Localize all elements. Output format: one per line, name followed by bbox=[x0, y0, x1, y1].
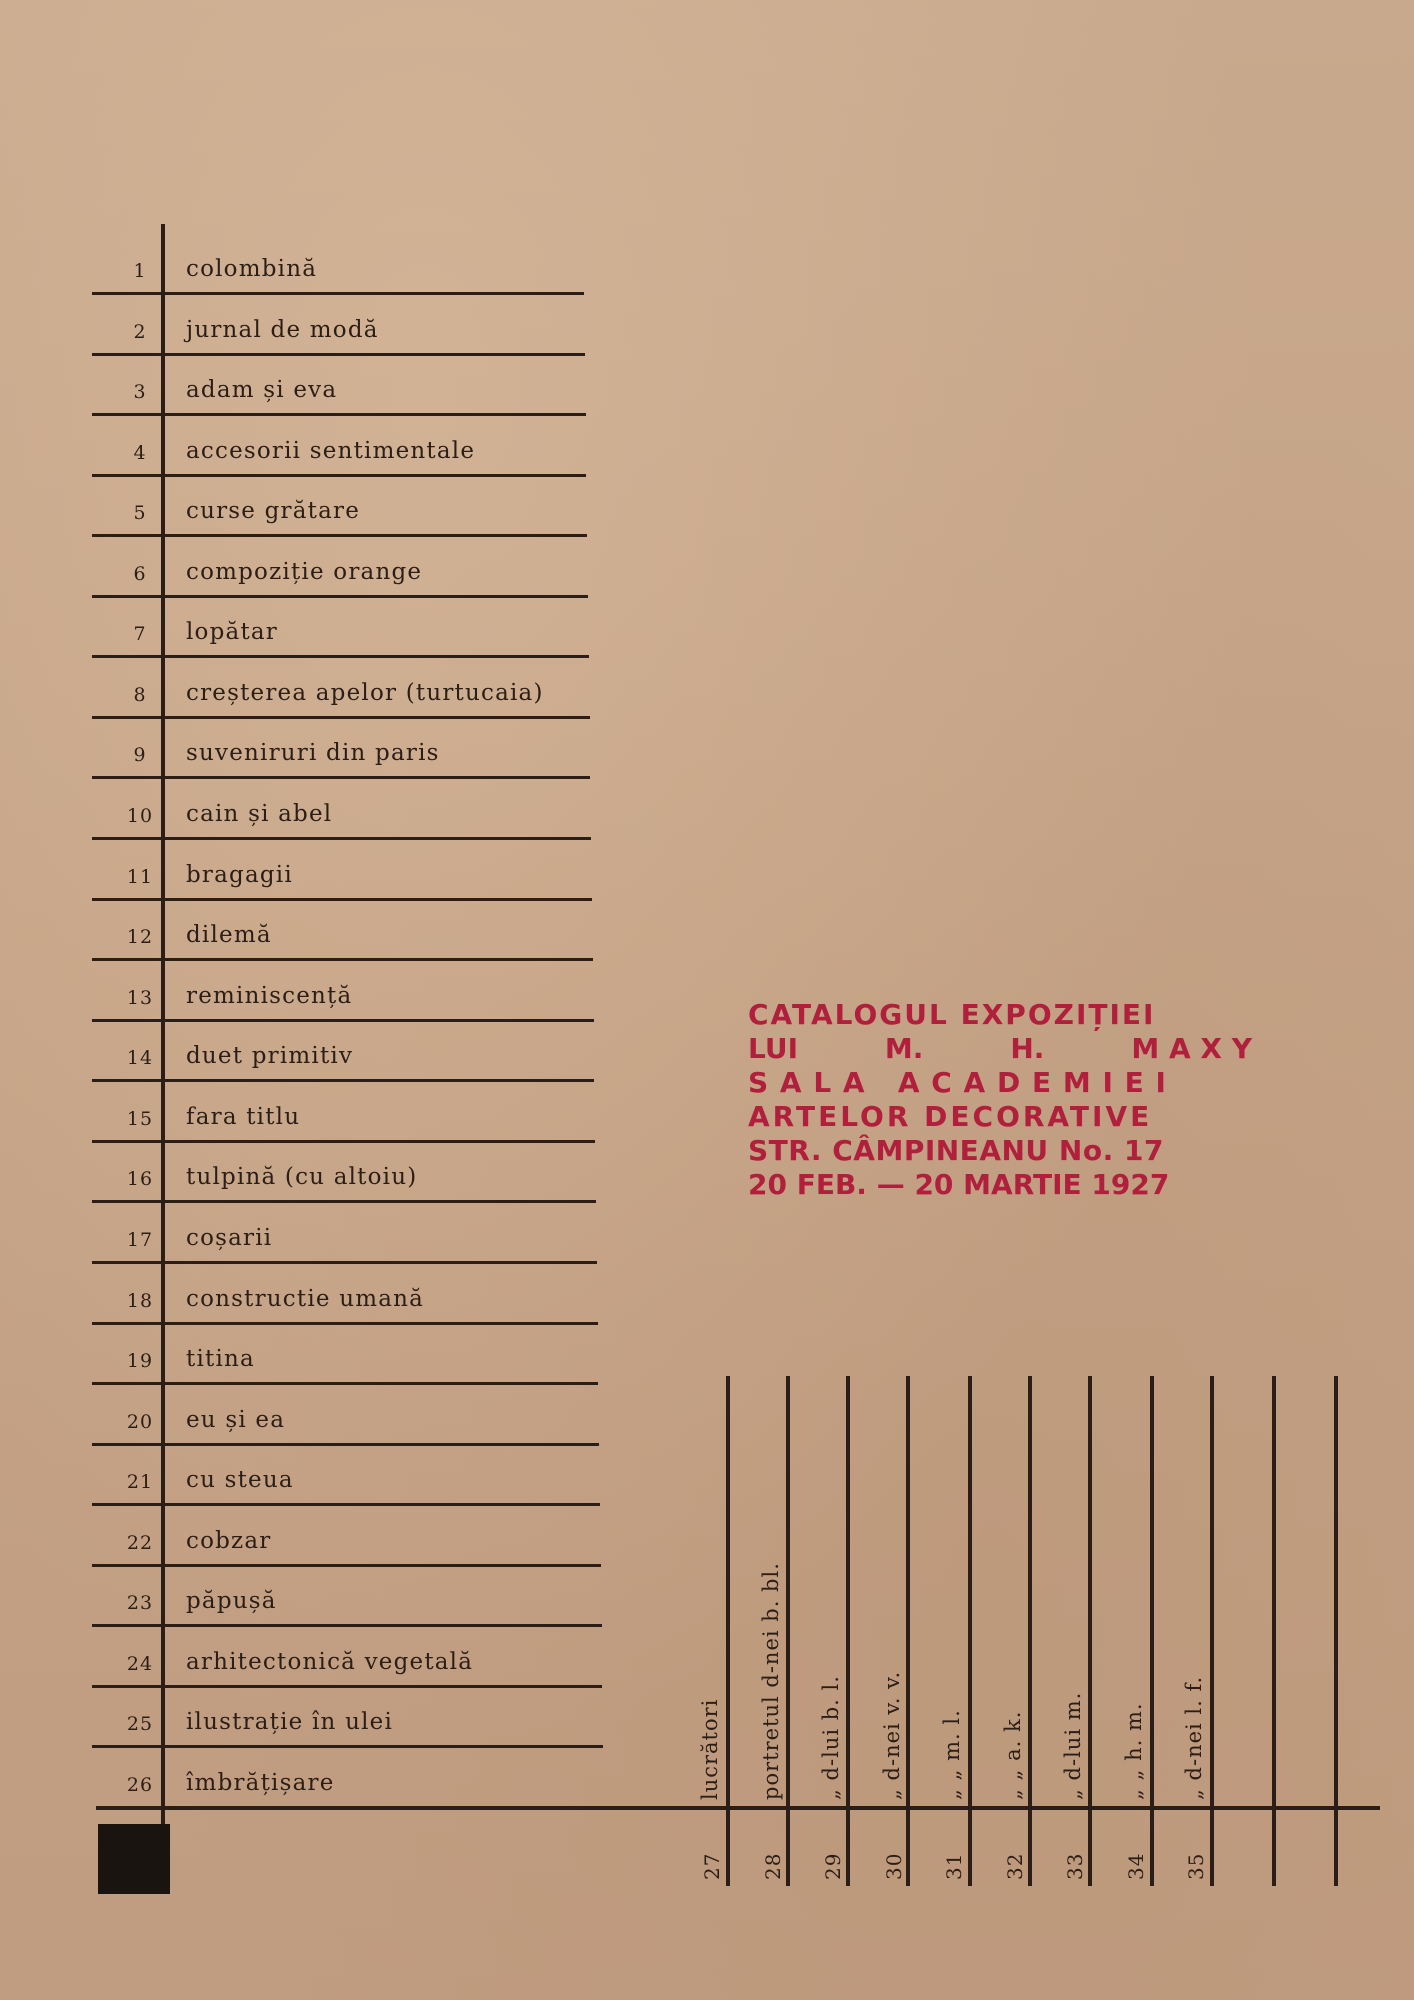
row-rule bbox=[92, 837, 591, 840]
item-number: 25 bbox=[126, 1713, 154, 1736]
row-rule bbox=[92, 1019, 594, 1022]
vertical-rule bbox=[161, 224, 165, 1824]
item-number: 1 bbox=[133, 260, 147, 282]
item-number: 2 bbox=[133, 320, 147, 343]
column-rule bbox=[1028, 1376, 1032, 1886]
row-rule bbox=[92, 1382, 598, 1385]
item-title: constructie umană bbox=[186, 1285, 425, 1312]
row-rule bbox=[92, 474, 586, 477]
vertical-item-number: 33 bbox=[1063, 1852, 1087, 1880]
row-rule bbox=[92, 1079, 594, 1082]
item-title: colombină bbox=[186, 256, 318, 282]
title-line-5: STR. CÂMPINEANU No. 17 bbox=[748, 1134, 1164, 1167]
title-line-6: 20 FEB. — 20 MARTIE 1927 bbox=[748, 1168, 1170, 1201]
item-title: eu și ea bbox=[186, 1406, 286, 1433]
row-rule bbox=[92, 1261, 597, 1264]
vertical-item-label: „ d-nei v. v. bbox=[879, 1670, 904, 1800]
row-rule bbox=[92, 1685, 602, 1688]
item-number: 3 bbox=[133, 381, 147, 404]
bottom-rule bbox=[96, 1806, 1380, 1810]
row-rule bbox=[92, 292, 584, 295]
item-title: curse grătare bbox=[186, 498, 361, 525]
column-rule bbox=[786, 1376, 790, 1886]
row-rule bbox=[92, 1503, 600, 1506]
item-number: 20 bbox=[126, 1410, 154, 1433]
column-rule bbox=[1088, 1376, 1092, 1886]
item-number: 8 bbox=[133, 683, 147, 706]
title-line-1: CATALOGUL EXPOZIȚIEI bbox=[748, 998, 1156, 1031]
vertical-item-number: 35 bbox=[1184, 1852, 1208, 1880]
item-title: creșterea apelor (turtucaia) bbox=[186, 679, 544, 706]
item-title: cain și abel bbox=[186, 801, 333, 828]
item-title: ilustrație în ulei bbox=[186, 1709, 394, 1736]
title-word: M A X Y bbox=[1131, 1032, 1252, 1065]
row-rule bbox=[92, 1564, 601, 1567]
item-number: 5 bbox=[133, 502, 147, 525]
item-number: 22 bbox=[126, 1531, 154, 1554]
item-title: jurnal de modă bbox=[186, 316, 379, 343]
row-rule bbox=[92, 1140, 595, 1143]
vertical-item-label: „ d-lui m. bbox=[1061, 1691, 1085, 1800]
item-title: titina bbox=[186, 1346, 255, 1373]
item-number: 19 bbox=[126, 1350, 154, 1373]
item-number: 16 bbox=[126, 1168, 154, 1191]
column-rule bbox=[726, 1376, 730, 1886]
title-word: M. bbox=[884, 1032, 924, 1065]
vertical-item-number: 32 bbox=[1002, 1852, 1027, 1880]
row-rule bbox=[92, 1200, 596, 1203]
item-title: dilemă bbox=[186, 922, 272, 949]
item-number: 6 bbox=[133, 562, 147, 585]
item-title: bragagii bbox=[186, 861, 293, 888]
row-rule bbox=[92, 534, 587, 537]
item-number: 13 bbox=[126, 986, 154, 1009]
item-title: adam și eva bbox=[186, 377, 338, 404]
item-number: 9 bbox=[133, 744, 147, 767]
item-title: compoziție orange bbox=[186, 558, 423, 585]
row-rule bbox=[92, 655, 589, 658]
item-title: lopătar bbox=[186, 619, 278, 646]
item-title: suveniruri din paris bbox=[186, 740, 440, 767]
item-number: 23 bbox=[126, 1592, 154, 1615]
title-line-2 bbox=[748, 1032, 1252, 1066]
vertical-item-number: 31 bbox=[942, 1852, 966, 1880]
column-rule bbox=[968, 1376, 972, 1886]
vertical-item-number: 34 bbox=[1123, 1852, 1148, 1880]
column-rule bbox=[1150, 1376, 1154, 1886]
vertical-item-number: 30 bbox=[881, 1852, 906, 1880]
vertical-item-number: 28 bbox=[760, 1852, 785, 1880]
item-number: 10 bbox=[126, 805, 154, 828]
item-title: păpușă bbox=[186, 1588, 277, 1615]
item-number: 12 bbox=[126, 926, 154, 949]
vertical-item-label: lucrători bbox=[698, 1698, 722, 1800]
vertical-item-label: „ d-nei l. f. bbox=[1182, 1675, 1206, 1800]
item-number: 11 bbox=[126, 865, 154, 888]
row-rule bbox=[92, 958, 593, 961]
item-title: reminiscență bbox=[186, 982, 353, 1009]
column-rule bbox=[1334, 1376, 1338, 1886]
item-title: accesorii sentimentale bbox=[186, 437, 476, 464]
vertical-item-number: 29 bbox=[821, 1852, 845, 1880]
vertical-item-label: portretul d-nei b. bl. bbox=[758, 1562, 783, 1800]
title-word: LUI bbox=[748, 1032, 798, 1065]
black-square-mark bbox=[98, 1824, 170, 1894]
title-line-4: ARTELOR DECORATIVE bbox=[748, 1100, 1153, 1133]
row-rule bbox=[92, 1443, 599, 1446]
vertical-item-label: „ „ m. l. bbox=[940, 1709, 964, 1800]
row-rule bbox=[92, 413, 586, 416]
item-title: cobzar bbox=[186, 1527, 272, 1554]
column-rule bbox=[906, 1376, 910, 1886]
column-rule bbox=[1272, 1376, 1276, 1886]
vertical-item-number: 27 bbox=[700, 1852, 724, 1880]
item-number: 14 bbox=[126, 1047, 154, 1070]
row-rule bbox=[92, 353, 585, 356]
item-number: 21 bbox=[126, 1471, 154, 1494]
column-rule bbox=[846, 1376, 850, 1886]
item-title: tulpină (cu altoiu) bbox=[186, 1164, 418, 1191]
item-number: 26 bbox=[126, 1774, 154, 1796]
item-title: duet primitiv bbox=[186, 1043, 354, 1070]
column-rule bbox=[1210, 1376, 1214, 1886]
item-title: fara titlu bbox=[186, 1103, 301, 1130]
row-rule bbox=[92, 595, 588, 598]
item-title: arhitectonică vegetală bbox=[186, 1648, 474, 1675]
vertical-item-label: „ d-lui b. l. bbox=[819, 1675, 843, 1800]
row-rule bbox=[92, 716, 590, 719]
title-line-3: S A L A A C A D E M I E I bbox=[748, 1066, 1167, 1099]
row-rule bbox=[92, 898, 592, 901]
item-title: îmbrățișare bbox=[186, 1770, 335, 1796]
item-number: 4 bbox=[133, 441, 147, 464]
item-title: coșarii bbox=[186, 1224, 273, 1251]
row-rule bbox=[92, 1322, 598, 1325]
vertical-item-label: „ „ h. m. bbox=[1121, 1702, 1146, 1800]
item-number: 7 bbox=[133, 623, 147, 646]
row-rule bbox=[92, 776, 590, 779]
item-number: 15 bbox=[126, 1107, 154, 1130]
item-number: 24 bbox=[126, 1652, 154, 1675]
vertical-item-label: „ „ a. k. bbox=[1000, 1710, 1025, 1800]
row-rule bbox=[92, 1624, 602, 1627]
row-rule bbox=[92, 1745, 603, 1748]
title-word: H. bbox=[1010, 1032, 1045, 1065]
item-number: 17 bbox=[126, 1228, 154, 1251]
item-title: cu steua bbox=[186, 1467, 294, 1494]
item-number: 18 bbox=[126, 1289, 154, 1312]
exhibition-title-block bbox=[748, 998, 1252, 1202]
